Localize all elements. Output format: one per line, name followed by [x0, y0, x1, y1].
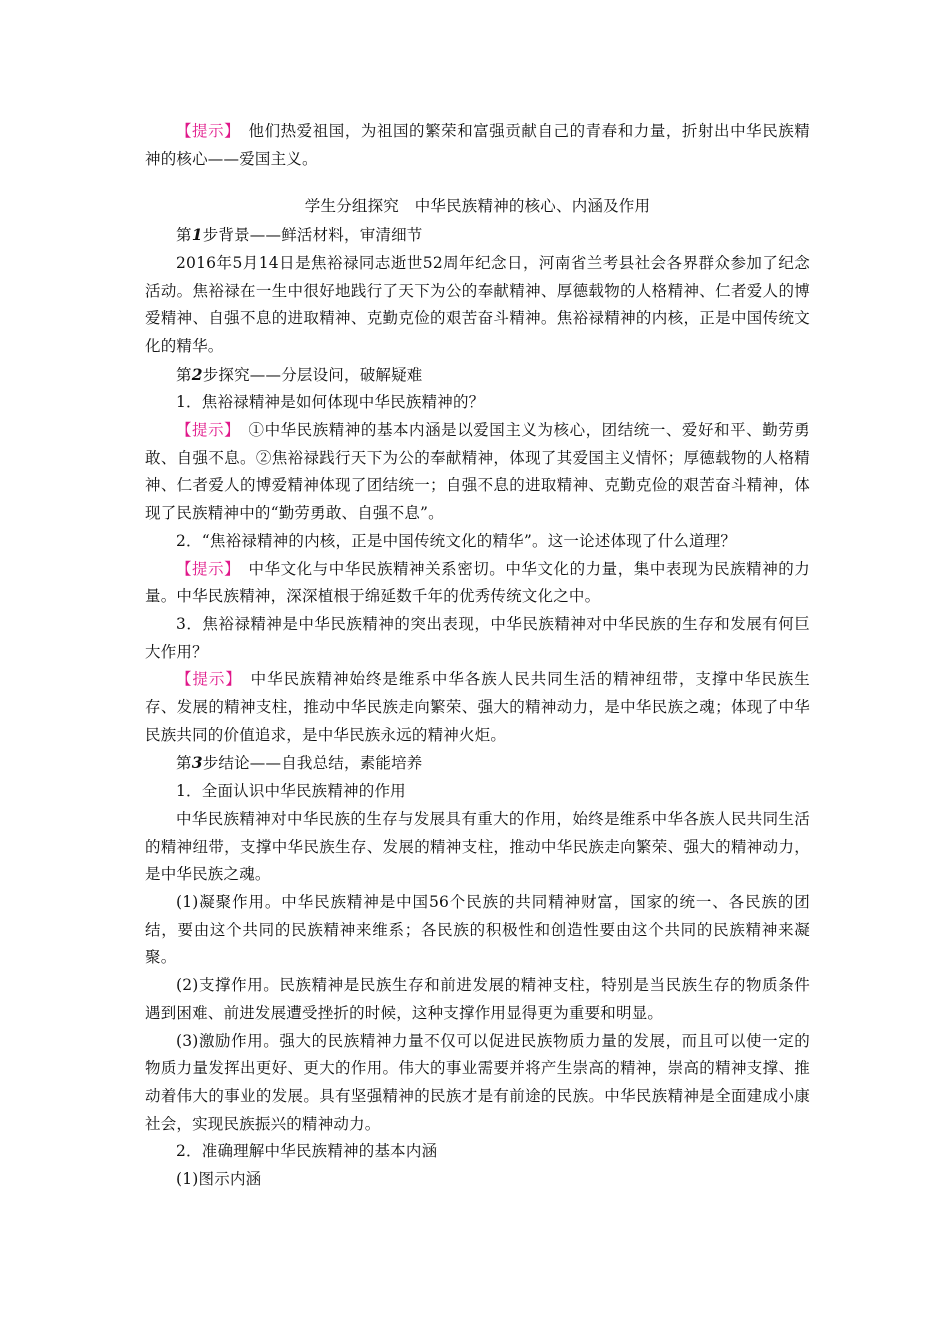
body-paragraph: (1)图示内涵 [176, 1170, 262, 1189]
body-paragraph: 3．焦裕禄精神是中华民族精神的突出表现，中华民族精神对中华民族的生存和发展有何巨大作用？ [145, 614, 810, 661]
body-paragraph: (3)激励作用。强大的民族精神力量不仅可以促进民族物质力量的发展，而且可以使一定的物质力量发挥出更好、更大的作用。伟大的事业需要并将产生崇高的精神，崇高的精神支撑、推动着伟大的事业的发展。具有坚强精神的民族才是有前途的民族。中华民族精神是全面建成小康社会，实现民族振兴的精神动力。 [145, 1031, 810, 1133]
section-gap [145, 173, 810, 193]
tip-text: 他们热爱祖国，为祖国的繁荣和富强贡献自己的青春和力量，折射出中华民族精神的核心——爱国主义。 [145, 122, 810, 168]
tip-text: 中华民族精神始终是维系中华各族人民共同生活的精神纽带，支撑中华民族生存、发展的精神支柱，推动中华民族走向繁荣、强大的精神动力，是中华民族之魂；体现了中华民族共同的价值追求，是中华民族永远的精神火炬。 [145, 670, 810, 744]
body-paragraph: 2．准确理解中华民族精神的基本内涵 [176, 1142, 438, 1161]
body-paragraph: 2．“焦裕禄精神的内核，正是中国传统文化的精华”。这一论述体现了什么道理？ [176, 531, 737, 550]
step-heading [145, 361, 810, 390]
body-paragraph: 中华民族精神对中华民族的生存与发展具有重大的作用，始终是维系中华各族人民共同生活的精神纽带，支撑中华民族生存、发展的精神支柱，推动中华民族走向繁荣、强大的精神动力，是中华民族之魂。 [145, 809, 810, 884]
tip-text: 中华文化与中华民族精神关系密切。中华文化的力量，集中表现为民族精神的力量。中华民族精神，深深植根于绵延数千年的优秀传统文化之中。 [145, 559, 810, 606]
tip-label: 【提示】 [176, 670, 235, 689]
step-prefix: 第 [176, 365, 192, 384]
tip-paragraph [145, 666, 810, 749]
body-paragraph: 1．全面认识中华民族精神的作用 [176, 782, 406, 801]
tip-text: ①中华民族精神的基本内涵是以爱国主义为核心，团结统一、爱好和平、勤劳勇敢、自强不息。②焦裕禄践行天下为公的奉献精神，体现了其爱国主义情怀；厚德载物的人格精神、仁者爱人的博爱精神体现了团结统一；自强不息的进取精神、克勤克俭的艰苦奋斗精神，体现了民族精神中的“勤劳勇敢、自强不息”。 [145, 421, 810, 523]
tip-paragraph [145, 556, 810, 611]
body-paragraph: 2016年5月14日是焦裕禄同志逝世52周年纪念日，河南省兰考县社会各界群众参加了纪念活动。焦裕禄在一生中很好地践行了天下为公的奉献精神、厚德载物的人格精神、仁者爱人的博爱精神、自强不息的进取精神、克勤克俭的艰苦奋斗精神。焦裕禄精神的内核，正是中国传统文化的精华。 [145, 253, 810, 355]
step-number: 3 [191, 753, 203, 773]
section-heading: 学生分组探究 中华民族精神的核心、内涵及作用 [304, 197, 651, 216]
tip-label: 【提示】 [176, 122, 233, 140]
step-heading [145, 221, 810, 250]
body-paragraph: (2)支撑作用。民族精神是民族生存和前进发展的精神支柱，特别是当民族生存的物质条件遇到困难、前进发展遭受挫折的时候，这种支撑作用显得更为重要和明显。 [145, 976, 810, 1022]
tip-label: 【提示】 [176, 559, 233, 578]
document-page [145, 118, 810, 1194]
step-number: 1 [191, 225, 203, 245]
step-prefix: 第 [176, 754, 192, 773]
body-paragraph: (1)凝聚作用。中华民族精神是中国56个民族的共同精神财富，国家的统一、各民族的团结，要由这个共同的民族精神来维系；各民族的积极性和创造性要由这个共同的民族精神来凝聚。 [145, 892, 810, 967]
tip-label: 【提示】 [176, 421, 233, 440]
step-prefix: 第 [176, 226, 192, 245]
step-number: 2 [191, 364, 203, 384]
step-title: 步结论——自我总结，素能培养 [202, 754, 423, 773]
body-paragraph: 1．焦裕禄精神是如何体现中华民族精神的？ [176, 393, 485, 412]
tip-paragraph [145, 118, 810, 173]
step-heading [145, 749, 810, 778]
step-title: 步探究——分层设问，破解疑难 [202, 365, 423, 384]
step-title: 步背景——鲜活材料，审清细节 [202, 226, 423, 245]
tip-paragraph [145, 417, 810, 528]
